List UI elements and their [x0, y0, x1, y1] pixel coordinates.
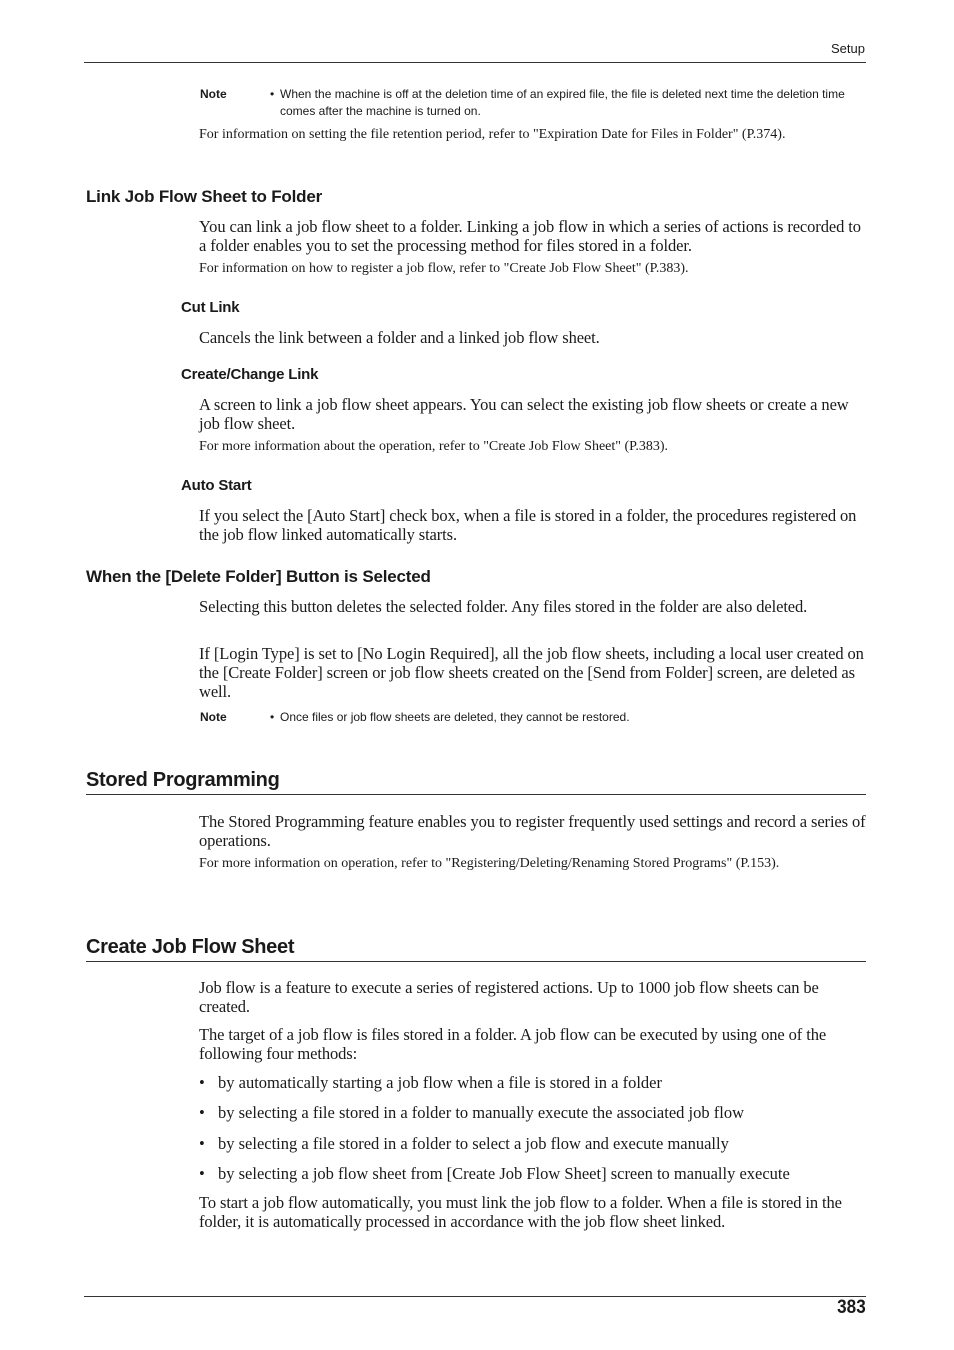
- note-label: Note: [200, 710, 227, 724]
- delete-folder-body-1: Selecting this button deletes the selected folder. Any files stored in the folder are also deleted.: [199, 597, 808, 616]
- note-restore: [200, 709, 870, 726]
- retention-reference: For information on setting the file retention period, refer to "Expiration Date for Files in Folder" (P.374).: [199, 127, 786, 142]
- heading-create-job-flow-sheet: Create Job Flow Sheet: [86, 936, 866, 962]
- running-header: Setup: [831, 41, 865, 56]
- bullet-icon: •: [199, 1164, 205, 1183]
- list-item-text: by automatically starting a job flow when a file is stored in a folder: [218, 1073, 663, 1092]
- bullet-icon: •: [199, 1103, 205, 1122]
- link-job-flow-reference: For information on how to register a job flow, refer to "Create Job Flow Sheet" (P.383).: [199, 261, 689, 276]
- heading-delete-folder: When the [Delete Folder] Button is Selected: [86, 567, 431, 586]
- list-item: [199, 1164, 867, 1183]
- note-bullet: •: [270, 87, 275, 101]
- stored-programming-body: The Stored Programming feature enables you to register frequently used settings and record a series of operations.: [199, 812, 866, 850]
- list-item: [199, 1134, 867, 1153]
- create-job-flow-body-1: Job flow is a feature to execute a series of registered actions. Up to 1000 job flow sheets can be created.: [199, 978, 819, 1016]
- list-item-text: by selecting a file stored in a folder to select a job flow and execute manually: [218, 1134, 729, 1153]
- note-text: Once files or job flow sheets are deleted, they cannot be restored.: [280, 710, 630, 724]
- link-job-flow-body: You can link a job flow sheet to a folder. Linking a job flow in which a series of actions is recorded to a folder enables you to set the processing method for files stored in a folder.: [199, 217, 861, 255]
- cut-link-body: Cancels the link between a folder and a linked job flow sheet.: [199, 328, 600, 347]
- list-item: [199, 1103, 867, 1122]
- list-item-text: by selecting a file stored in a folder to manually execute the associated job flow: [218, 1103, 744, 1122]
- bullet-icon: •: [199, 1073, 205, 1092]
- create-change-link-reference: For more information about the operation, refer to "Create Job Flow Sheet" (P.383).: [199, 439, 669, 454]
- heading-cut-link: Cut Link: [181, 299, 240, 316]
- note-bullet: •: [270, 710, 275, 724]
- header-rule: [84, 62, 866, 63]
- stored-programming-reference: For more information on operation, refer to "Registering/Deleting/Renaming Stored Programs" (P.153).: [199, 856, 780, 871]
- note-label: Note: [200, 87, 227, 101]
- note-expired-file: [200, 86, 870, 120]
- delete-folder-body-2: If [Login Type] is set to [No Login Required], all the job flow sheets, including a local user created on the [Create Folder] screen or job flow sheets created on the [Send from Folder] screen, are deleted as well.: [199, 644, 864, 701]
- heading-auto-start: Auto Start: [181, 477, 252, 494]
- footer-rule: [84, 1296, 866, 1297]
- heading-create-change-link: Create/Change Link: [181, 366, 319, 383]
- page-number: 383: [837, 1297, 866, 1318]
- note-text: When the machine is off at the deletion time of an expired file, the file is deleted next time the deletion time comes after the machine is turned on.: [280, 87, 845, 118]
- create-job-flow-body-3: To start a job flow automatically, you must link the job flow to a folder. When a file is stored in the folder, it is automatically processed in accordance with the job flow sheet linked.: [199, 1193, 842, 1231]
- create-job-flow-body-2: The target of a job flow is files stored in a folder. A job flow can be executed by using one of the following four methods:: [199, 1025, 827, 1063]
- bullet-icon: •: [199, 1134, 205, 1153]
- auto-start-body: If you select the [Auto Start] check box, when a file is stored in a folder, the procedures registered on the job flow linked automatically starts.: [199, 506, 857, 544]
- list-item: [199, 1073, 867, 1092]
- create-change-link-body: A screen to link a job flow sheet appears. You can select the existing job flow sheets or create a new job flow sheet.: [199, 395, 849, 433]
- heading-link-job-flow: Link Job Flow Sheet to Folder: [86, 187, 322, 206]
- list-item-text: by selecting a job flow sheet from [Create Job Flow Sheet] screen to manually execute: [218, 1164, 790, 1183]
- heading-stored-programming: Stored Programming: [86, 769, 866, 795]
